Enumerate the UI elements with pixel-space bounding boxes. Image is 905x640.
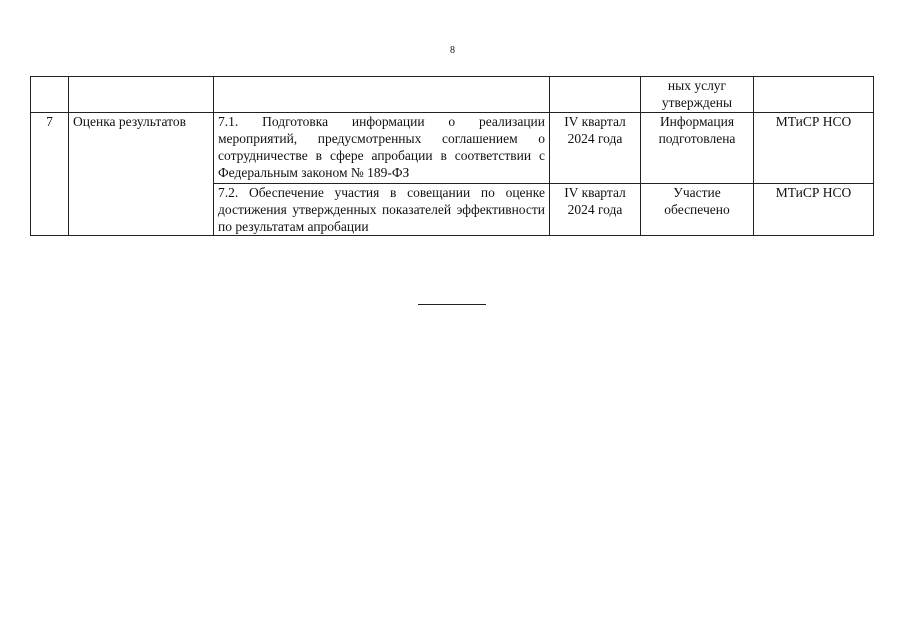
activities-table bbox=[30, 76, 874, 236]
result-cell: Информация подготовлена bbox=[641, 113, 754, 184]
responsible-cell: МТиСР НСО bbox=[754, 113, 874, 184]
stage-cell: Оценка результатов bbox=[69, 113, 214, 236]
action-cell: 7.1. Подготовка информации о реализации мероприятий, предусмотренных соглашением о сотрудничестве в сфере апробации в соответствии с Федеральным законом № 189-ФЗ bbox=[214, 113, 550, 184]
term-cell: IV квартал 2024 года bbox=[550, 113, 641, 184]
end-separator-line bbox=[418, 304, 486, 305]
action-cell bbox=[214, 77, 550, 113]
responsible-cell: МТиСР НСО bbox=[754, 184, 874, 236]
row-number-cell: 7 bbox=[31, 113, 69, 236]
table-row bbox=[31, 113, 874, 184]
result-cell: ных услуг утверждены bbox=[641, 77, 754, 113]
term-cell: IV квартал 2024 года bbox=[550, 184, 641, 236]
stage-cell bbox=[69, 77, 214, 113]
responsible-cell bbox=[754, 77, 874, 113]
result-cell: Участие обеспечено bbox=[641, 184, 754, 236]
page-number: 8 bbox=[450, 45, 455, 56]
action-cell: 7.2. Обеспечение участия в совещании по оценке достижения утвержденных показателей эффективности по результатам апробации bbox=[214, 184, 550, 236]
row-number-cell bbox=[31, 77, 69, 113]
term-cell bbox=[550, 77, 641, 113]
table-row bbox=[31, 77, 874, 113]
